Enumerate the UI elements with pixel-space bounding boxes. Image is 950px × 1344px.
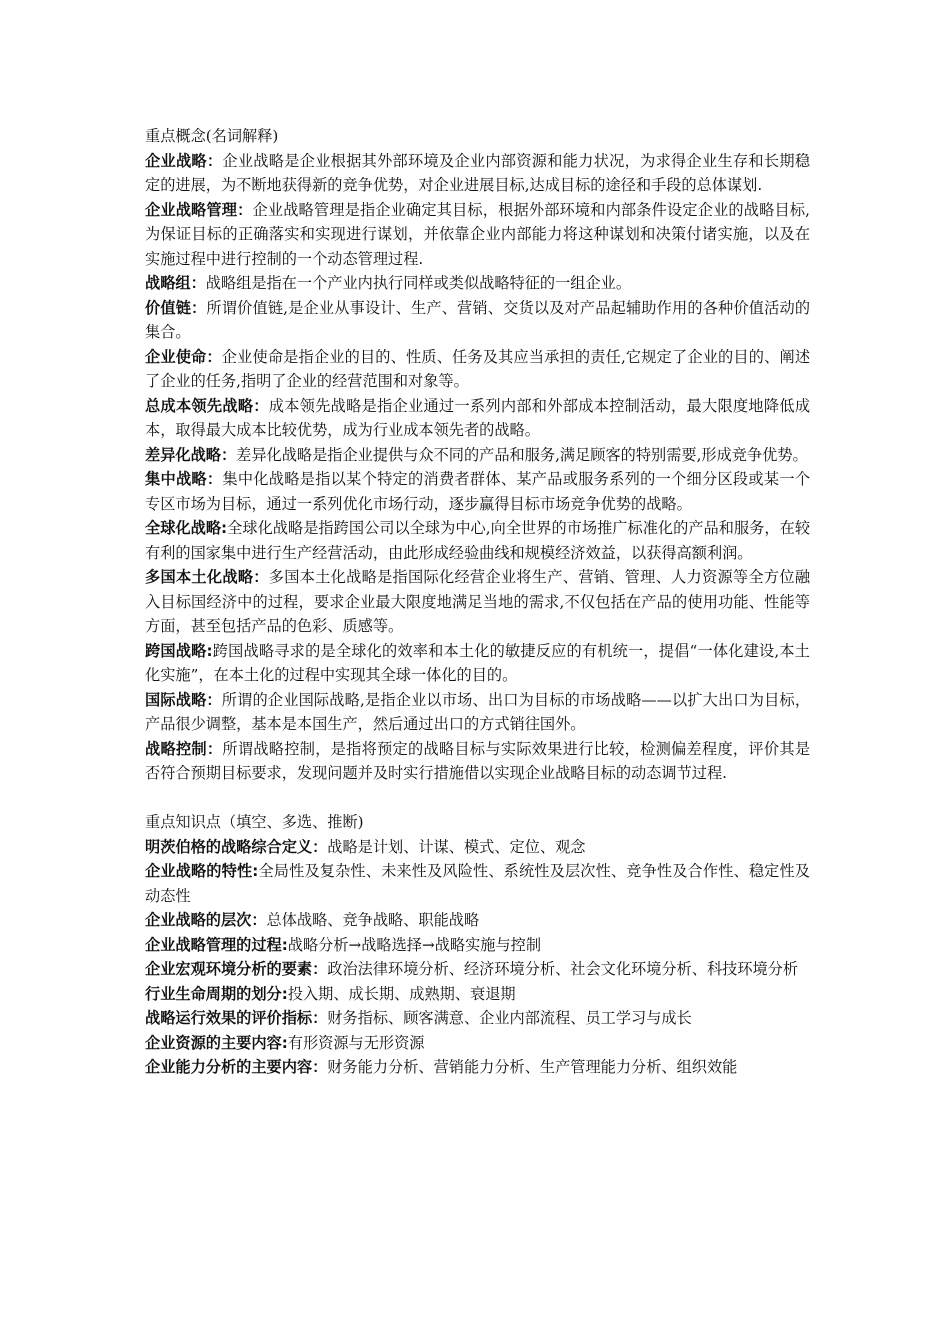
- definition-text: 成本领先战略是指企业通过一系列内部和外部成本控制活动，最大限度地降低成本，取得最大成本比较优势，成为行业成本领先者的战略。: [145, 396, 811, 439]
- knowledge-entry: [145, 957, 810, 982]
- definition-term: 国际战略：: [145, 690, 222, 709]
- definition-text: 所谓价值链,是企业从事设计、生产、营销、交货以及对产品起辅助作用的各种价值活动的集合。: [145, 298, 811, 341]
- definition-text: 企业战略是企业根据其外部环境及企业内部资源和能力状况，为求得企业生存和长期稳定的进展，为不断地获得新的竞争优势，对企业进展目标,达成目标的途径和手段的总体谋划.: [145, 151, 811, 194]
- knowledge-entry: [145, 859, 810, 908]
- knowledge-text: 总体战略、竞争战略、职能战略: [266, 911, 480, 929]
- knowledge-term: 企业战略的层次：: [145, 911, 267, 929]
- section-heading-knowledge-points: 重点知识点（填空、多选、推断): [145, 813, 364, 831]
- knowledge-text: 财务能力分析、营销能力分析、生产管理能力分析、组织效能: [327, 1058, 738, 1076]
- knowledge-term: 企业战略管理的过程:: [145, 935, 288, 954]
- definition-term: 价值链：: [145, 298, 207, 317]
- knowledge-term: 明茨伯格的战略综合定义：: [145, 837, 328, 856]
- definition-entry: [145, 394, 810, 443]
- definition-term: 战略组：: [145, 274, 206, 292]
- definition-term: 跨国战略:: [145, 641, 213, 660]
- definition-entry: [145, 296, 810, 345]
- section-heading-concepts: 重点概念(名词解释): [145, 127, 279, 145]
- knowledge-entry: [145, 982, 810, 1007]
- definition-text: 企业战略管理是指企业确定其目标，根据外部环境和内部条件设定企业的战略目标,为保证目标的正确落实和实现进行谋划，并依靠企业内部能力将这种谋划和决策付诸实施，以及在实施过程中进行控制的一个动态管理过程.: [145, 200, 811, 268]
- definition-entry: [145, 345, 810, 394]
- knowledge-text: 战略是计划、计谋、模式、定位、观念: [327, 837, 586, 856]
- definition-term: 集中战略：: [145, 470, 223, 488]
- knowledge-term: 企业宏观环境分析的要素：: [145, 960, 328, 978]
- knowledge-entry: [145, 1031, 810, 1056]
- definition-entry: [145, 639, 810, 688]
- knowledge-entry: [145, 908, 810, 933]
- definition-entry: [145, 688, 810, 737]
- definition-term: 全球化战略:: [145, 519, 228, 537]
- definition-text: 所谓的企业国际战略,是指企业以市场、出口为目标的市场战略——以扩大出口为目标，产品很少调整，基本是本国生产，然后通过出口的方式销往国外。: [145, 690, 811, 733]
- definition-entry: [145, 565, 810, 639]
- definition-term: 企业战略管理：: [145, 200, 253, 219]
- knowledge-text: 全局性及复杂性、未来性及风险性、系统性及层次性、竞争性及合作性、稳定性及动态性: [145, 862, 810, 905]
- definition-term: 多国本土化战略：: [145, 568, 269, 586]
- knowledge-term: 企业资源的主要内容:: [145, 1033, 288, 1052]
- knowledge-term: 企业能力分析的主要内容：: [145, 1058, 328, 1076]
- definition-entry: [145, 149, 810, 198]
- knowledge-text: 财务指标、顾客满意、企业内部流程、员工学习与成长: [327, 1009, 692, 1027]
- definition-entry: [145, 516, 810, 565]
- knowledge-entry: [145, 1055, 810, 1080]
- knowledge-text: 战略分析→战略选择→战略实施与控制: [287, 935, 542, 954]
- definition-term: 战略控制：: [145, 739, 223, 758]
- definition-entry: [145, 271, 810, 296]
- document-page: [145, 124, 810, 1080]
- knowledge-entry: [145, 933, 810, 958]
- definition-term: 企业使命：: [145, 347, 222, 366]
- knowledge-text: 政治法律环境分析、经济环境分析、社会文化环境分析、科技环境分析: [327, 960, 799, 978]
- definition-text: 全球化战略是指跨国公司以全球为中心,向全世界的市场推广标准化的产品和服务，在较有利的国家集中进行生产经营活动，由此形成经验曲线和规模经济效益，以获得高额利润。: [145, 519, 811, 562]
- definition-text: 跨国战略寻求的是全球化的效率和本土化的敏捷反应的有机统一，提倡“一体化建设,本土化实施”，在本土化的过程中实现其全球一体化的目的。: [145, 641, 810, 684]
- definition-text: 多国本土化战略是指国际化经营企业将生产、营销、管理、人力资源等全方位融入目标国经济中的过程，要求企业最大限度地满足当地的需求,不仅包括在产品的使用功能、性能等方面，甚至包括产品的色彩、质感等。: [145, 568, 811, 635]
- definition-text: 企业使命是指企业的目的、性质、任务及其应当承担的责任,它规定了企业的目的、阐述了企业的任务,指明了企业的经营范围和对象等。: [145, 347, 811, 390]
- definition-text: 集中化战略是指以某个特定的消费者群体、某产品或服务系列的一个细分区段或某一个专区市场为目标，通过一系列优化市场行动，逐步赢得目标市场竞争优势的战略。: [145, 470, 811, 513]
- definition-entry: [145, 737, 810, 786]
- definition-term: 企业战略：: [145, 151, 223, 170]
- knowledge-term: 行业生命周期的划分:: [145, 984, 288, 1003]
- knowledge-text: 有形资源与无形资源: [287, 1033, 425, 1052]
- section-spacer: [145, 786, 810, 811]
- definition-term: 总成本领先战略：: [145, 396, 269, 415]
- definition-entry: [145, 443, 810, 468]
- knowledge-text: 投入期、成长期、成熟期、衰退期: [287, 984, 516, 1003]
- knowledge-entry: [145, 835, 810, 860]
- definition-text: 战略组是指在一个产业内执行同样或类似战略特征的一组企业。: [205, 274, 631, 292]
- definition-term: 差异化战略：: [145, 445, 237, 464]
- knowledge-term: 战略运行效果的评价指标：: [145, 1009, 328, 1027]
- definition-text: 所谓战略控制，是指将预定的战略目标与实际效果进行比较，检测偏差程度，评价其是否符合预期目标要求，发现问题并及时实行措施借以实现企业战略目标的动态调节过程.: [145, 739, 811, 782]
- definition-entry: [145, 198, 810, 272]
- definition-text: 差异化战略是指企业提供与众不同的产品和服务,满足顾客的特别需要,形成竞争优势。: [236, 445, 808, 464]
- knowledge-term: 企业战略的特性:: [145, 862, 259, 880]
- definition-entry: [145, 467, 810, 516]
- knowledge-entry: [145, 1006, 810, 1031]
